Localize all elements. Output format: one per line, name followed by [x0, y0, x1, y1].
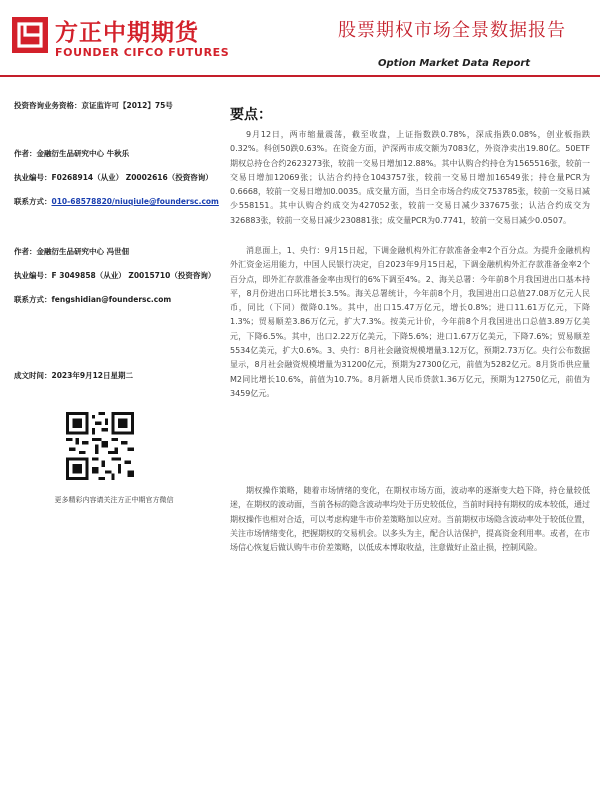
report-header [0, 0, 600, 80]
brand-name-cn: 方正中期期货 [55, 20, 199, 46]
contact-label: 联系方式： [14, 295, 52, 304]
analyst2-author: 作者：金融衍生品研究中心 冯世佃 [14, 247, 130, 256]
report-date: 成文时间：2023年9月12日星期二 [14, 371, 134, 380]
analyst2-contact [14, 294, 171, 305]
report-title: 股票期权市场全景数据报告 [338, 20, 566, 41]
report-subtitle: Option Market Data Report [378, 58, 531, 69]
brand-name-en: FOUNDER CIFCO FUTURES [55, 46, 230, 59]
qr-caption: 更多精彩内容请关注方正中期官方微信 [54, 496, 174, 504]
contact-label: 联系方式： [14, 197, 52, 206]
qr-code-icon [66, 412, 134, 480]
paragraph-strategy: 期权操作策略，随着市场情绪的变化，在期权市场方面，波动率的逐渐变大趋下降，持仓量较低迷，在期权的波动面，当前各标的隐含波动率均处于历史较低位，当前时间持有期权的成本较低，通过期权操作也相对合适，可以考虑构建牛市价差策略加以应对。当前期权市场隐含波动率处于较低位置，关注市场情绪变化，把握期权的交易机会。以多头为主，配合认沽保护，提高资金利用率。或者，在市场信心恢复后做认购牛市价差策略，以低成本博取收益，注意做好止盈止损，控制风险。 [230, 486, 590, 553]
header-rule [0, 75, 600, 77]
analyst1-cert: 执业编号：F0268914（从业） Z0002616（投资咨询） [14, 173, 213, 182]
founder-logo-icon [12, 17, 48, 53]
analyst1-contact [14, 196, 219, 207]
analyst1-author: 作者：金融衍生品研究中心 牛秋乐 [14, 149, 130, 158]
main-content [230, 104, 590, 553]
paragraph-news: 消息面上，1、央行：9月15日起，下调金融机构外汇存款准备金率2个百分点。为提升金融机构外汇资金运用能力，中国人民银行决定，自2023年9月15日起，下调金融机构外汇存款准备金率2个百分点，即外汇存款准备金率由现行的6%下调至4%。2、海关总署：今年前8个月我国进出口基本持平，8月份进出口环比增长3.5%。海关总署统计，今年前8个月，我国进出口总值27.08万亿元人民币，同比（下同）微降0.1%。其中，出口15.47万亿元，增长0.8%；进口11.61万亿元，下降1.3%；贸易顺差3.86万亿元，扩大7.3%。按美元计价，今年前8个月我国进出口总值3.89万亿美元，下降6.5%。其中，出口2.22万亿美元，下降5.6%；进口1.67万亿美元，下降7.6%；贸易顺差5534亿美元，扩大0.6%。3、央行：8月社会融资规模增量3.12万亿，预期2.73万亿。央行公布数据显示，8月社会融资规模增量为31200亿元，预期为27300亿元，前值为5282亿元。8月货币供应量M2同比增长10.6%，前值为10.7%。8月新增人民币贷款1.36万亿元，预期为12750亿元，前值为3459亿元。 [230, 246, 590, 398]
key-points-heading: 要点： [230, 107, 272, 123]
analyst1-email-link[interactable]: 010-68578820/niuqiule@foundersc.com [51, 197, 219, 206]
license-line: 投资咨询业务资格：京证监许可【2012】75号 [14, 101, 173, 110]
analyst2-cert: 执业编号：F 3049858（从业） Z0015710（投资咨询） [14, 271, 216, 280]
analyst2-email: fengshidian@foundersc.com [51, 295, 172, 304]
paragraph-market-summary: 9月12日，两市缩量震荡，截至收盘，上证指数跌0.78%，深成指跌0.08%，创业板指跌0.32%。科创50跌0.63%。在资金方面，沪深两市成交额为7083亿，外资净卖出19.80亿。50ETF期权总持仓合约2623273张，较前一交易日增加12.88%。其中认购合约持仓为1565516张，较前一交易日增加12069张；认沽合约持仓1043757张，较前一交易日增加16549张；持仓量PCR为0.6668，较前一交易日增加0.0035。成交量方面，当日全市场合约成交753785张，较前一交易日减少558151。其中认购合约成交为427052张，较前一交易日减少337675张；认沽合约成交为326883张，较前一交易日减少230881张；成交量PCR为0.7741，较前一交易日减少0.0507。 [230, 130, 590, 225]
